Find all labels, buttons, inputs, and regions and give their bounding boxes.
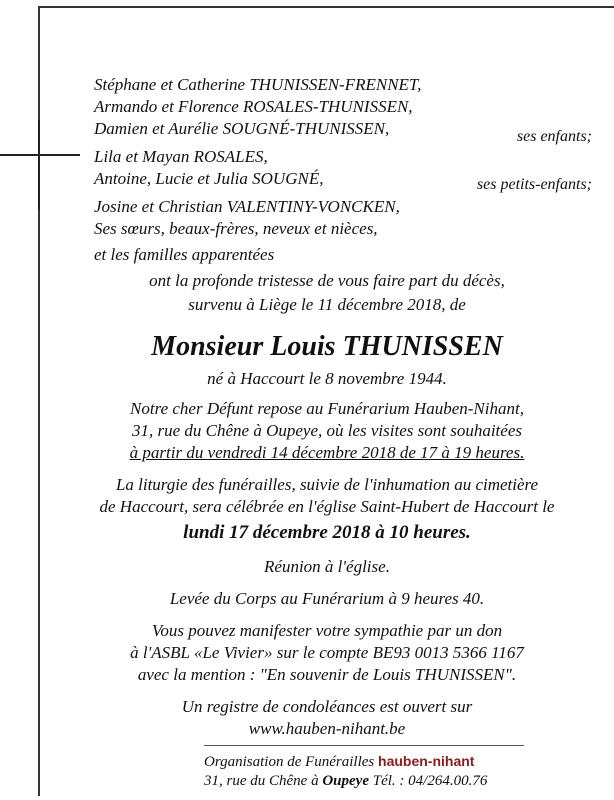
family-child-3: Damien et Aurélie SOUGNÉ-THUNISSEN, [94, 119, 390, 138]
footer-divider [204, 745, 524, 746]
footer-phone: Tél. : 04/264.00.76 [372, 773, 488, 789]
levee-note: Levée du Corps au Funérarium à 9 heures 40. [169, 589, 485, 608]
family-other-1: Josine et Christian VALENTINY-VONCKEN, [94, 197, 400, 216]
register-website[interactable]: www.hauben-nihant.be [248, 719, 406, 738]
donation-line-3: avec la mention : "En souvenir de Louis THUNISSEN". [137, 665, 517, 684]
family-other-2: Ses sœurs, beaux-frères, neveux et nièces, [94, 219, 378, 238]
deceased-birth: né à Haccourt le 8 novembre 1944. [207, 369, 447, 388]
cross-vertical-bar [38, 120, 40, 210]
liturgy-line-1: La liturgie des funérailles, suivie de l'inhumation au cimetière [115, 475, 539, 494]
liturgy-line-2: de Haccourt, sera célébrée en l'église Saint-Hubert de Haccourt le [99, 497, 555, 516]
grandchildren-tag: ses petits-enfants; [476, 176, 592, 193]
children-tag: ses enfants; [516, 128, 592, 145]
donation-line-2: à l'ASBL «Le Vivier» sur le compte BE93 0013 5366 1167 [130, 643, 524, 662]
footer-town: Oupeye [322, 773, 369, 789]
family-grandchild-2: Antoine, Lucie et Julia SOUGNÉ, [94, 169, 324, 188]
meeting-note: Réunion à l'église. [264, 557, 390, 576]
register-line: Un registre de condoléances est ouvert sur [181, 697, 473, 716]
visitation-line-3: à partir du vendredi 14 décembre 2018 de 17 à 19 heures. [129, 443, 525, 462]
announcement-line-1: ont la profonde tristesse de vous faire part du décès, [149, 271, 505, 290]
visitation-line-1: Notre cher Défunt repose au Funérarium Hauben-Nihant, [130, 399, 524, 418]
footer-address [204, 773, 487, 790]
announcement-line-2: survenu à Liège le 11 décembre 2018, de [188, 295, 466, 314]
footer-address-prefix: 31, rue du Chêne à [204, 773, 319, 789]
frame-top-border [38, 6, 614, 8]
footer-org-label: Organisation de Funérailles [204, 754, 375, 770]
footer-organisation [204, 753, 474, 771]
family-grandchild-1: Lila et Mayan ROSALES, [94, 147, 268, 166]
visitation-line-2: 31, rue du Chêne à Oupeye, où les visites sont souhaitées [132, 421, 522, 440]
family-child-1: Stéphane et Catherine THUNISSEN-FRENNET, [94, 75, 422, 94]
cross-horizontal-bar [0, 154, 80, 156]
brand-logo: hauben-nihant [378, 753, 475, 769]
donation-line-1: Vous pouvez manifester votre sympathie par un don [151, 621, 503, 640]
funeral-date: lundi 17 décembre 2018 à 10 heures. [183, 522, 471, 543]
deceased-name: Monsieur Louis THUNISSEN [151, 331, 503, 362]
family-other-3: et les familles apparentées [94, 245, 275, 264]
family-child-2: Armando et Florence ROSALES-THUNISSEN, [94, 97, 413, 116]
